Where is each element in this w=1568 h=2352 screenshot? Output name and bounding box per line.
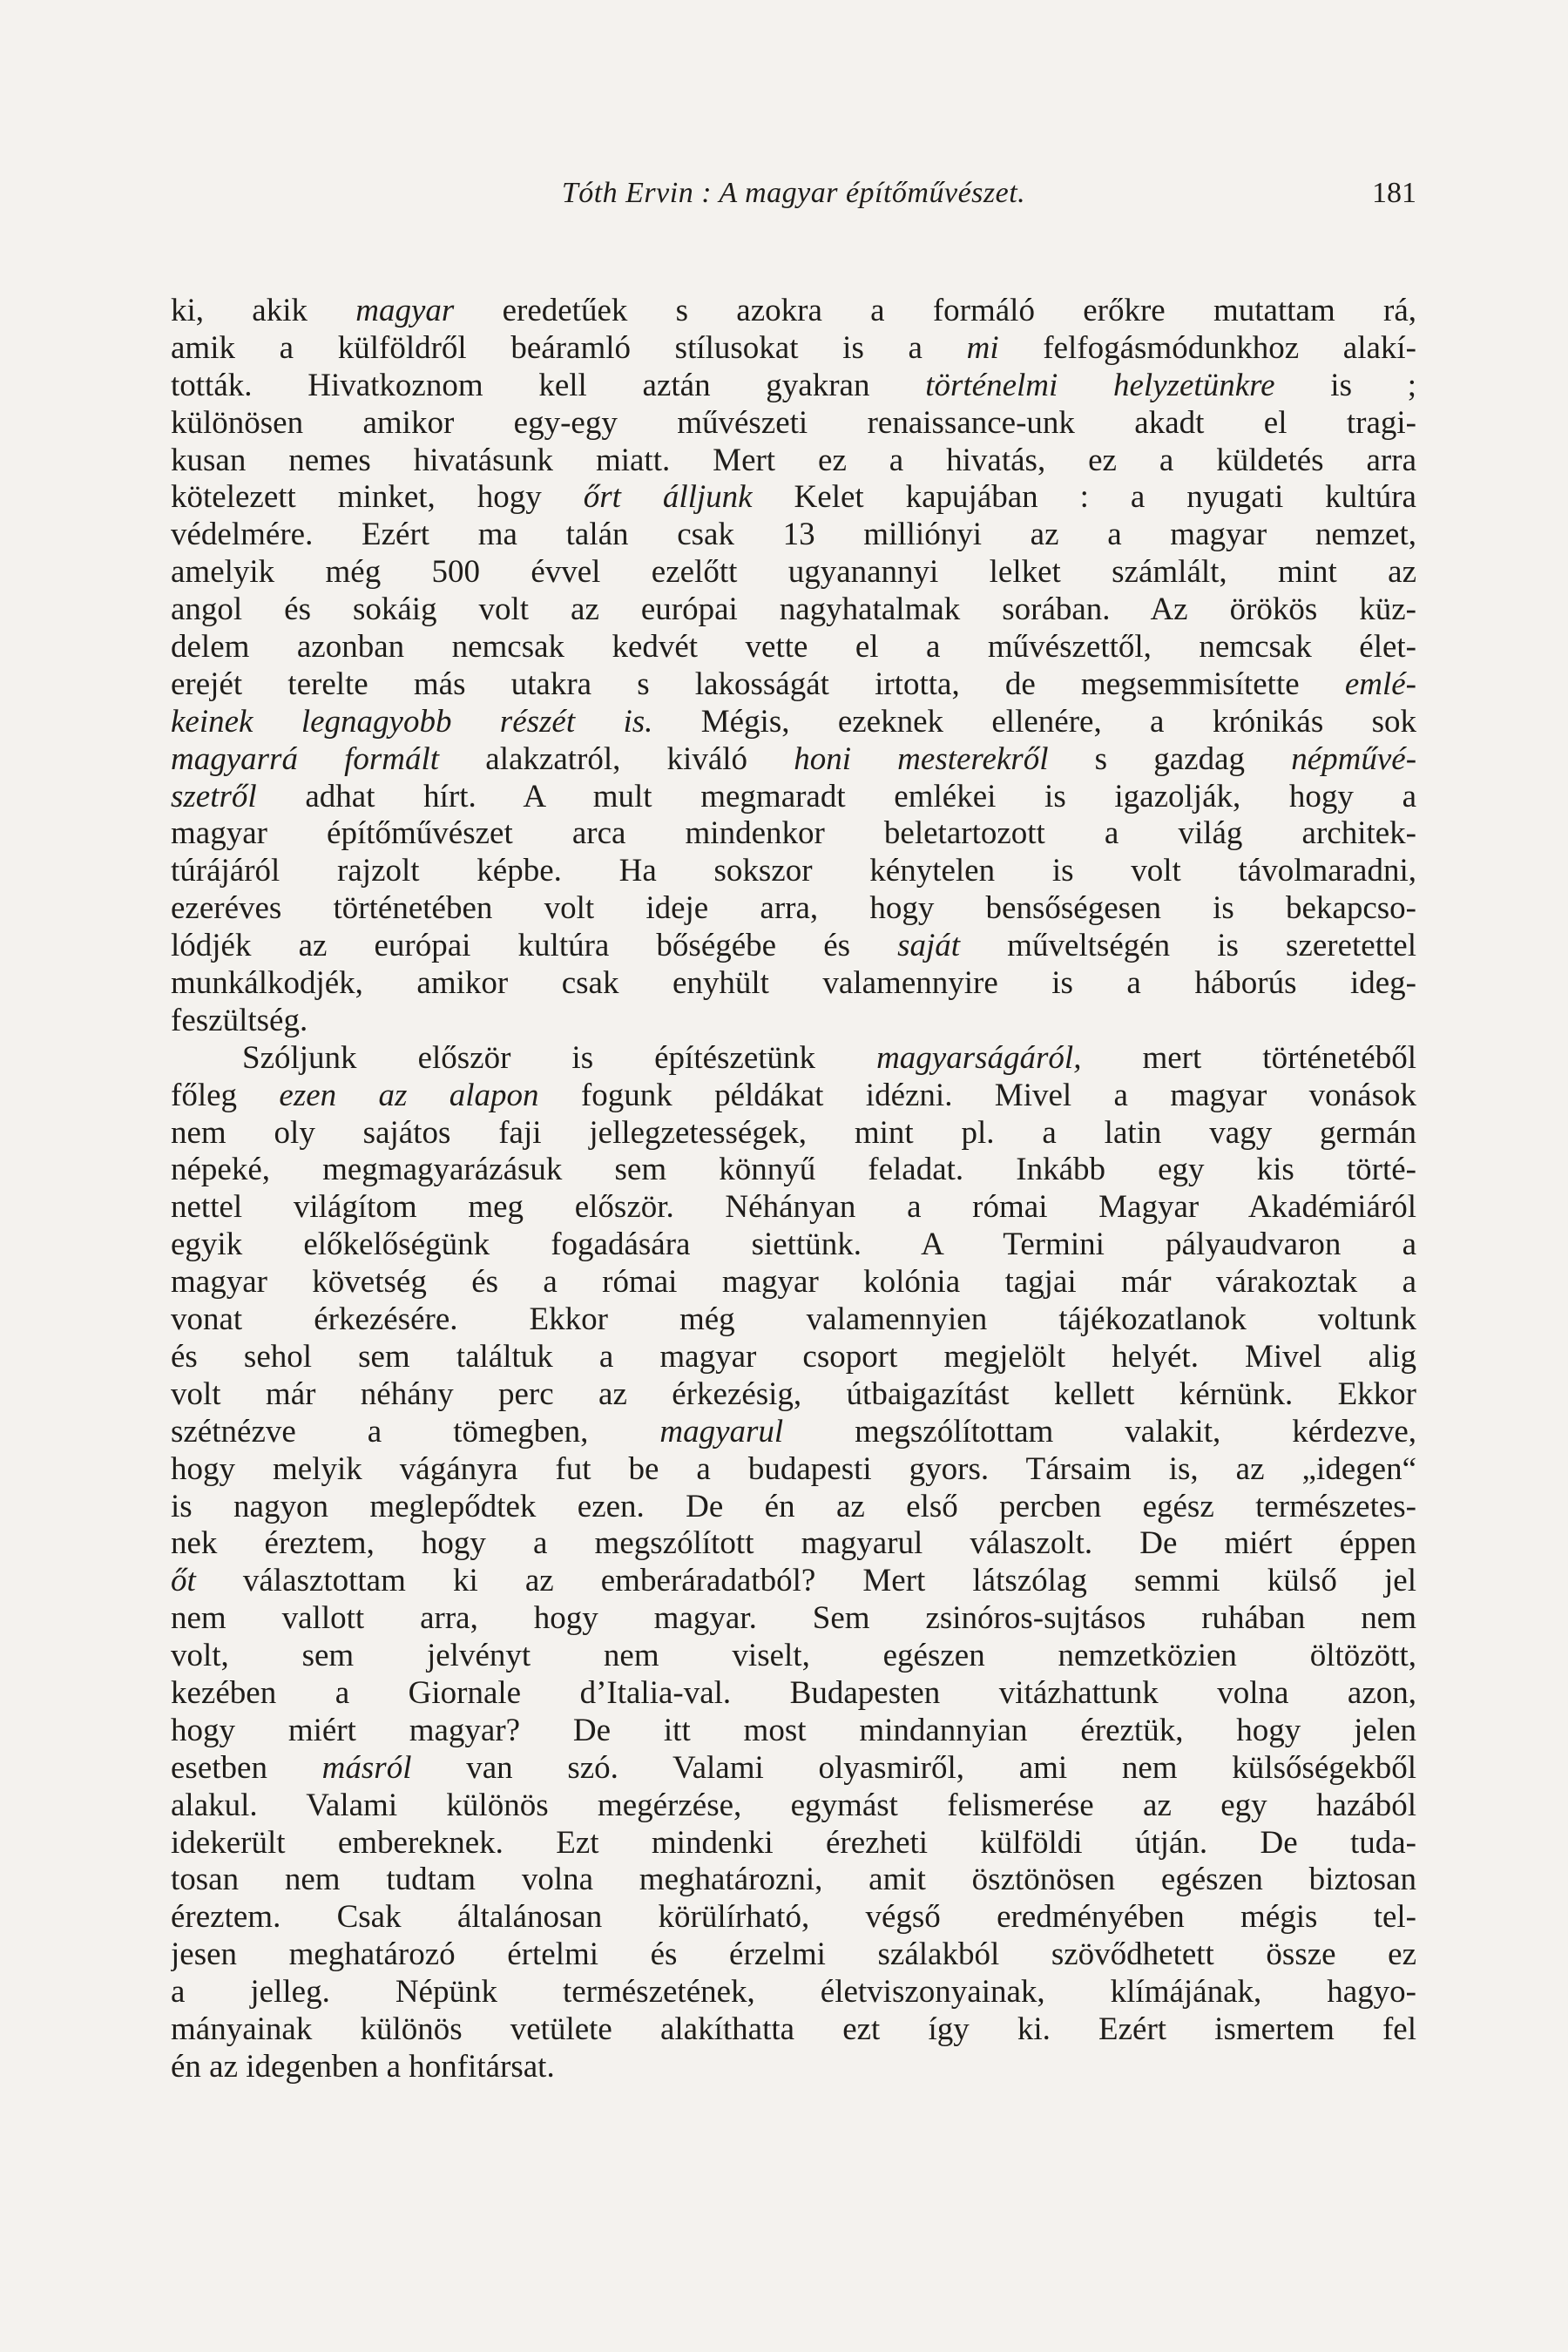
text-run: Mégis, ezeknek ellenére, a krónikás sok: [652, 703, 1416, 740]
text-line: [171, 1301, 1416, 1339]
text-run: lódjék az európai kultúra bőségébe és: [171, 928, 898, 964]
text-run: védelmére. Ezért ma talán csak 13 milliónyi az a magyar nemzet,: [171, 517, 1416, 553]
text-run: mányainak különös vetülete alakíthatta ezt így ki. Ezért ismertem fel: [171, 2011, 1416, 2047]
italic-run: népművé-: [1291, 740, 1416, 777]
text-run: kötelezett minket, hogy: [171, 479, 584, 516]
text-run: magyar követség és a római magyar kolónia tagjai már várakoztak a: [171, 1264, 1416, 1301]
text-run: munkálkodjék, amikor csak enyhült valamennyire is a háborús ideg-: [171, 965, 1416, 1002]
text-run: magyar építőművészet arca mindenkor beletartozott a világ architek-: [171, 815, 1416, 852]
text-line: [171, 890, 1416, 928]
text-run: fogunk példákat idézni. Mivel a magyar vonások: [538, 1077, 1416, 1113]
text-run: delem azonban nemcsak kedvét vette el a művészettől, nemcsak élet-: [171, 629, 1416, 666]
text-run: mert történetéből: [1081, 1039, 1416, 1076]
text-run: nek éreztem, hogy a megszólított magyarul válaszolt. De miért éppen: [171, 1525, 1416, 1562]
text-line: [171, 779, 1416, 816]
italic-run: történelmi helyzetünkre: [925, 367, 1275, 403]
italic-run: honi mesterekről: [794, 740, 1049, 777]
text-run: megszólítottam valakit, kérdezve,: [783, 1413, 1416, 1450]
text-line: [171, 1040, 1416, 1078]
text-run: esetben: [171, 1749, 322, 1786]
text-line: [171, 1152, 1416, 1189]
text-run: kusan nemes hivatásunk miatt. Mert ez a hivatás, ez a küldetés arra: [171, 442, 1416, 478]
text-run: volt már néhány perc az érkezésig, útbaigazítást kellett kérnünk. Ekkor: [171, 1375, 1416, 1412]
text-run: volt, sem jelvényt nem viselt, egészen nemzetközien öltözött,: [171, 1638, 1416, 1674]
text-line: [171, 1638, 1416, 1675]
text-line: [171, 1974, 1416, 2011]
text-run: éreztem. Csak általánosan körülírható, végső eredményében mégis tel-: [171, 1899, 1416, 1936]
text-run: amelyik még 500 évvel ezelőtt ugyanannyi lelket számlált, mint az: [171, 554, 1416, 591]
text-line: [171, 1414, 1416, 1451]
text-line: [171, 1750, 1416, 1788]
text-run: Kelet kapujában : a nyugati kultúra: [752, 479, 1416, 516]
text-run: s gazdag: [1048, 740, 1292, 777]
text-line: [171, 368, 1416, 405]
page-number: 181: [1372, 177, 1416, 209]
text-line: [171, 1189, 1416, 1227]
text-line: [171, 2049, 1416, 2086]
text-line: [171, 1376, 1416, 1414]
text-run: hogy melyik vágányra fut be a budapesti gyors. Társaim is, az „idegen“: [171, 1450, 1416, 1487]
text-line: [171, 479, 1416, 517]
text-run: hogy miért magyar? De itt most mindannyian éreztük, hogy jelen: [171, 1712, 1416, 1748]
text-line: [171, 1489, 1416, 1526]
text-run: én az idegenben a honfitársat.: [171, 2048, 555, 2085]
text-line: [171, 517, 1416, 554]
text-line: [171, 1600, 1416, 1638]
italic-run: őrt álljunk: [583, 479, 753, 516]
text-run: szétnézve a tömegben,: [171, 1413, 660, 1450]
text-line: [171, 1339, 1416, 1376]
italic-run: magyarságáról,: [876, 1039, 1082, 1076]
text-run: tották. Hivatkoznom kell aztán gyakran: [171, 367, 926, 403]
text-run: különösen amikor egy-egy művészeti renaissance-unk akadt el tragi-: [171, 404, 1416, 441]
text-run: nettel világítom meg először. Néhányan a római Magyar Akadémiáról: [171, 1189, 1416, 1226]
text-line: [171, 1899, 1416, 1936]
text-line: [171, 1451, 1416, 1489]
text-run: Szóljunk először is építészetünk: [242, 1039, 877, 1076]
text-run: jesen meghatározó értelmi és érzelmi szálakból szövődhetett össze ez: [171, 1936, 1416, 1973]
text-line: [171, 1264, 1416, 1301]
italic-run: őt: [171, 1563, 196, 1599]
text-run: túrájáról rajzolt képbe. Ha sokszor kénytelen is volt távolmaradni,: [171, 853, 1416, 889]
text-run: főleg: [171, 1077, 280, 1113]
italic-run: magyarul: [659, 1413, 784, 1450]
text-run: felfogásmódunkhoz alakí-: [998, 329, 1416, 366]
text-run: is nagyon meglepődtek ezen. De én az első percben egész természetes-: [171, 1488, 1416, 1524]
text-line: [171, 704, 1416, 741]
text-line: [171, 965, 1416, 1003]
text-line: [171, 1003, 1416, 1040]
text-line: [171, 928, 1416, 965]
text-line: [171, 1078, 1416, 1115]
text-run: feszültség.: [171, 1002, 308, 1038]
text-run: és sehol sem találtuk a magyar csoport megjelölt helyét. Mivel alig: [171, 1338, 1416, 1375]
text-line: [171, 443, 1416, 480]
text-line: [171, 1825, 1416, 1862]
italic-run: saját: [897, 928, 961, 964]
text-line: [171, 741, 1416, 779]
text-run: adhat hírt. A mult megmaradt emlékei is igazolják, hogy a: [256, 778, 1416, 814]
text-line: [171, 1713, 1416, 1750]
text-run: egyik előkelőségünk fogadására siettünk. A Termini pályaudvaron a: [171, 1227, 1416, 1263]
italic-run: másról: [321, 1749, 412, 1786]
text-line: [171, 1675, 1416, 1713]
text-run: műveltségén is szeretettel: [960, 928, 1416, 964]
text-run: angol és sokáig volt az európai nagyhatalmak sorában. Az örökös küz-: [171, 591, 1416, 628]
text-line: [171, 1788, 1416, 1825]
text-run: eredetűek s azokra a formáló erőkre mutattam rá,: [454, 293, 1416, 328]
text-run: alakzatról, kiváló: [439, 740, 794, 777]
text-run: amik a külföldről beáramló stílusokat is a: [171, 329, 967, 366]
text-run: a jelleg. Népünk természetének, életviszonyainak, klímájának, hagyo-: [171, 1974, 1416, 2011]
text-line: [171, 1563, 1416, 1600]
text-run: erejét terelte más utakra s lakosságát irtotta, de megsemmisítette: [171, 666, 1345, 702]
text-line: [171, 405, 1416, 443]
text-line: [171, 1227, 1416, 1264]
text-run: nem vallott arra, hogy magyar. Sem zsinóros-sujtásos ruhában nem: [171, 1600, 1416, 1637]
text-run: vonat érkezésére. Ekkor még valamennyien tájékozatlanok voltunk: [171, 1301, 1416, 1338]
text-line: [171, 1936, 1416, 1974]
italic-run: keinek legnagyobb részét is.: [171, 703, 653, 740]
text-line: [171, 815, 1416, 853]
text-run: nem oly sajátos faji jellegzetességek, mint pl. a latin vagy germán: [171, 1114, 1416, 1151]
text-run: van szó. Valami olyasmiről, ami nem külsőségekből: [411, 1749, 1416, 1786]
text-line: [171, 1862, 1416, 1899]
italic-run: ezen az alapon: [279, 1077, 539, 1113]
text-run: ezeréves történetében volt ideje arra, hogy bensőségesen is bekapcso-: [171, 890, 1416, 927]
text-line: [171, 629, 1416, 666]
italic-run: emlé-: [1344, 666, 1416, 702]
text-line: [171, 666, 1416, 704]
body-text: [171, 293, 1416, 2086]
text-run: választottam ki az emberáradatból? Mert látszólag semmi külső jel: [195, 1563, 1416, 1599]
text-run: idekerült embereknek. Ezt mindenki érezheti külföldi útján. De tuda-: [171, 1824, 1416, 1861]
text-run: kezében a Giornale d’Italia-val. Budapesten vitázhattunk volna azon,: [171, 1674, 1416, 1711]
text-line: [171, 1525, 1416, 1563]
running-head-title: Tóth Ervin : A magyar építőművészet.: [561, 177, 1026, 209]
text-run: népeké, megmagyarázásuk sem könnyű feladat. Inkább egy kis törté-: [171, 1152, 1416, 1188]
italic-run: magyarrá formált: [171, 740, 440, 777]
text-run: is ;: [1274, 367, 1416, 403]
text-run: ki, akik: [171, 293, 356, 328]
running-head: [171, 172, 1416, 214]
text-line: [171, 591, 1416, 629]
text-line: [171, 853, 1416, 890]
italic-run: mi: [966, 329, 999, 366]
text-run: alakul. Valami különös megérzése, egymást felismerése az egy hazából: [171, 1787, 1416, 1823]
text-line: [171, 293, 1416, 330]
text-line: [171, 330, 1416, 368]
text-line: [171, 1115, 1416, 1152]
text-run: tosan nem tudtam volna meghatározni, amit ösztönösen egészen biztosan: [171, 1862, 1416, 1898]
italic-run: magyar: [355, 293, 455, 328]
text-line: [171, 2011, 1416, 2049]
text-line: [171, 554, 1416, 591]
italic-run: szetről: [171, 778, 257, 814]
